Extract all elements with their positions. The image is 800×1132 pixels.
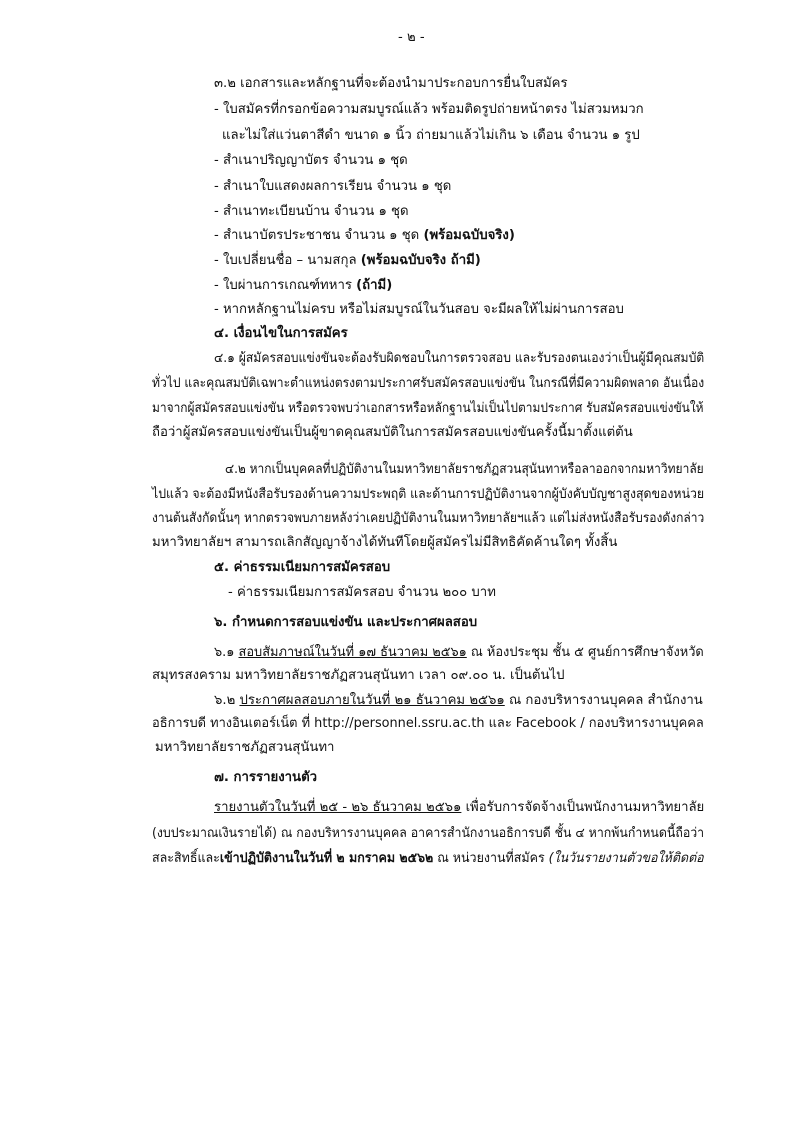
paragraph-text: ณ กองบริหารงานบุคคล สำนักงาน [504, 693, 703, 708]
section-5-heading: ๕. ค่าธรรมเนียมการสมัครสอบ [214, 560, 391, 575]
list-item [214, 253, 481, 269]
paragraph-line: มาจากผู้สมัครสอบแข่งขัน หรือตรวจพบว่าเอกสารหรือหลักฐานไม่เป็นไปตามประกาศ รับสมัครสอบแข่งขันให้ [152, 401, 704, 416]
paragraph-line: งานต้นสังกัดนั้นๆ หากตรวจพบภายหลังว่าเคยปฏิบัติงานในมหาวิทยาลัยฯแล้ว แต่ไม่ส่งหนังสือรับรองดังกล่าว [152, 511, 705, 526]
section-4-heading: ๔. เงื่อนไขในการสมัคร [214, 326, 348, 341]
section-6-heading: ๖. กำหนดการสอบแข่งขัน และประกาศผลสอบ [214, 615, 478, 630]
start-work-date: เข้าปฏิบัติงานในวันที่ ๒ มกราคม ๒๕๖๒ [219, 851, 434, 866]
paragraph-line [214, 693, 703, 709]
paragraph-line: มหาวิทยาลัยราชภัฏสวนสุนันทา [155, 740, 335, 755]
paragraph-text: ณ ห้องประชุม ชั้น ๕ ศูนย์การศึกษาจังหวัด [466, 645, 704, 660]
list-item: - สำเนาทะเบียนบ้าน จำนวน ๑ ชุด [214, 204, 409, 219]
announcement-date: ประกาศผลสอบภายในวันที่ ๒๑ ธันวาคม ๒๕๖๑ [239, 693, 505, 708]
paragraph-line: ทั่วไป และคุณสมบัติเฉพาะตำแหน่งตรงตามประกาศรับสมัครสอบแข่งขัน ในกรณีที่มีความผิดพลาด อันเนื่อง [152, 376, 705, 391]
page-number: - ๒ - [398, 30, 425, 45]
paragraph-note: (ในวันรายงานตัวขอให้ติดต่อ [548, 851, 704, 866]
paragraph-line: ๔.๑ ผู้สมัครสอบแข่งขันจะต้องรับผิดชอบในการตรวจสอบ และรับรองตนเองว่าเป็นผู้มีคุณสมบัติ [214, 351, 705, 366]
paragraph-line: ถือว่าผู้สมัครสอบแข่งขันเป็นผู้ขาดคุณสมบัติในการสมัครสอบแข่งขันครั้งนี้มาตั้งแต่ต้น [152, 425, 633, 440]
paragraph-line [214, 800, 704, 816]
list-item: - สำเนาใบแสดงผลการเรียน จำนวน ๑ ชุด [214, 179, 452, 194]
paragraph-line: สมุทรสงคราม มหาวิทยาลัยราชภัฏสวนสุนันทา เวลา ๐๙.๐๐ น. เป็นต้นไป [152, 668, 565, 683]
paragraph-text: ณ หน่วยงานที่สมัคร [433, 851, 549, 866]
paragraph-line: ไปแล้ว จะต้องมีหนังสือรับรองด้านความประพฤติ และด้านการปฏิบัติงานจากผู้บังคับบัญชาสูงสุดของหน่วย [152, 487, 705, 502]
paragraph-line [152, 851, 704, 867]
paragraph-line: อธิการบดี ทางอินเตอร์เน็ต ที่ http://personnel.ssru.ac.th และ Facebook / กองบริหารงานบุคคล [152, 716, 704, 731]
paragraph-line: มหาวิทยาลัยฯ สามารถเลิกสัญญาจ้างได้ทันทีโดยผู้สมัครไม่มีสิทธิคัดค้านใดๆ ทั้งสิ้น [152, 535, 618, 550]
list-item: - ค่าธรรมเนียมการสมัครสอบ จำนวน ๒๐๐ บาท [228, 585, 496, 600]
paragraph-line [214, 645, 704, 661]
paragraph-prefix: ๖.๑ [214, 645, 239, 660]
section-3-2-heading: ๓.๒ เอกสารและหลักฐานที่จะต้องนำมาประกอบการยื่นใบสมัคร [214, 76, 568, 91]
interview-date: สอบสัมภาษณ์ในวันที่ ๑๗ ธันวาคม ๒๕๖๑ [238, 645, 467, 660]
section-7-heading: ๗. การรายงานตัว [214, 770, 318, 785]
list-item: - สำเนาปริญญาบัตร จำนวน ๑ ชุด [214, 153, 408, 168]
list-item: และไม่ใส่แว่นตาสีดำ ขนาด ๑ นิ้ว ถ่ายมาแล้วไม่เกิน ๖ เดือน จำนวน ๑ รูป [222, 128, 640, 143]
list-item-text: - สำเนาบัตรประชาชน จำนวน ๑ ชุด [214, 228, 424, 243]
list-item-emphasis: (ถ้ามี) [356, 278, 393, 293]
paragraph-line: (งบประมาณเงินรายได้) ณ กองบริหารงานบุคคล อาคารสำนักงานอธิการบดี ชั้น ๔ หากพ้นกำหนดนี้ถือว่า [152, 826, 705, 841]
list-item-emphasis: (พร้อมฉบับจริง) [423, 228, 515, 243]
list-item [214, 278, 392, 294]
list-item: - ใบสมัครที่กรอกข้อความสมบูรณ์แล้ว พร้อมติดรูปถ่ายหน้าตรง ไม่สวมหมวก [214, 102, 644, 117]
paragraph-text: สละสิทธิ์และ [152, 851, 220, 866]
list-item-emphasis: (พร้อมฉบับจริง ถ้ามี) [360, 253, 481, 268]
list-item-text: - ใบเปลี่ยนชื่อ – นามสกุล [214, 253, 361, 268]
list-item: - หากหลักฐานไม่ครบ หรือไม่สมบูรณ์ในวันสอบ จะมีผลให้ไม่ผ่านการสอบ [214, 302, 624, 317]
paragraph-prefix: ๖.๒ [214, 693, 240, 708]
list-item [214, 228, 515, 244]
list-item-text: - ใบผ่านการเกณฑ์ทหาร [214, 278, 357, 293]
paragraph-line: ๔.๒ หากเป็นบุคคลที่ปฏิบัติงานในมหาวิทยาลัยราชภัฏสวนสุนันทาหรือลาออกจากมหาวิทยาลัย [225, 462, 704, 477]
paragraph-text: เพื่อรับการจัดจ้างเป็นพนักงานมหาวิทยาลัย [461, 800, 705, 815]
report-date: รายงานตัวในวันที่ ๒๕ - ๒๖ ธันวาคม ๒๕๖๑ [214, 800, 462, 815]
